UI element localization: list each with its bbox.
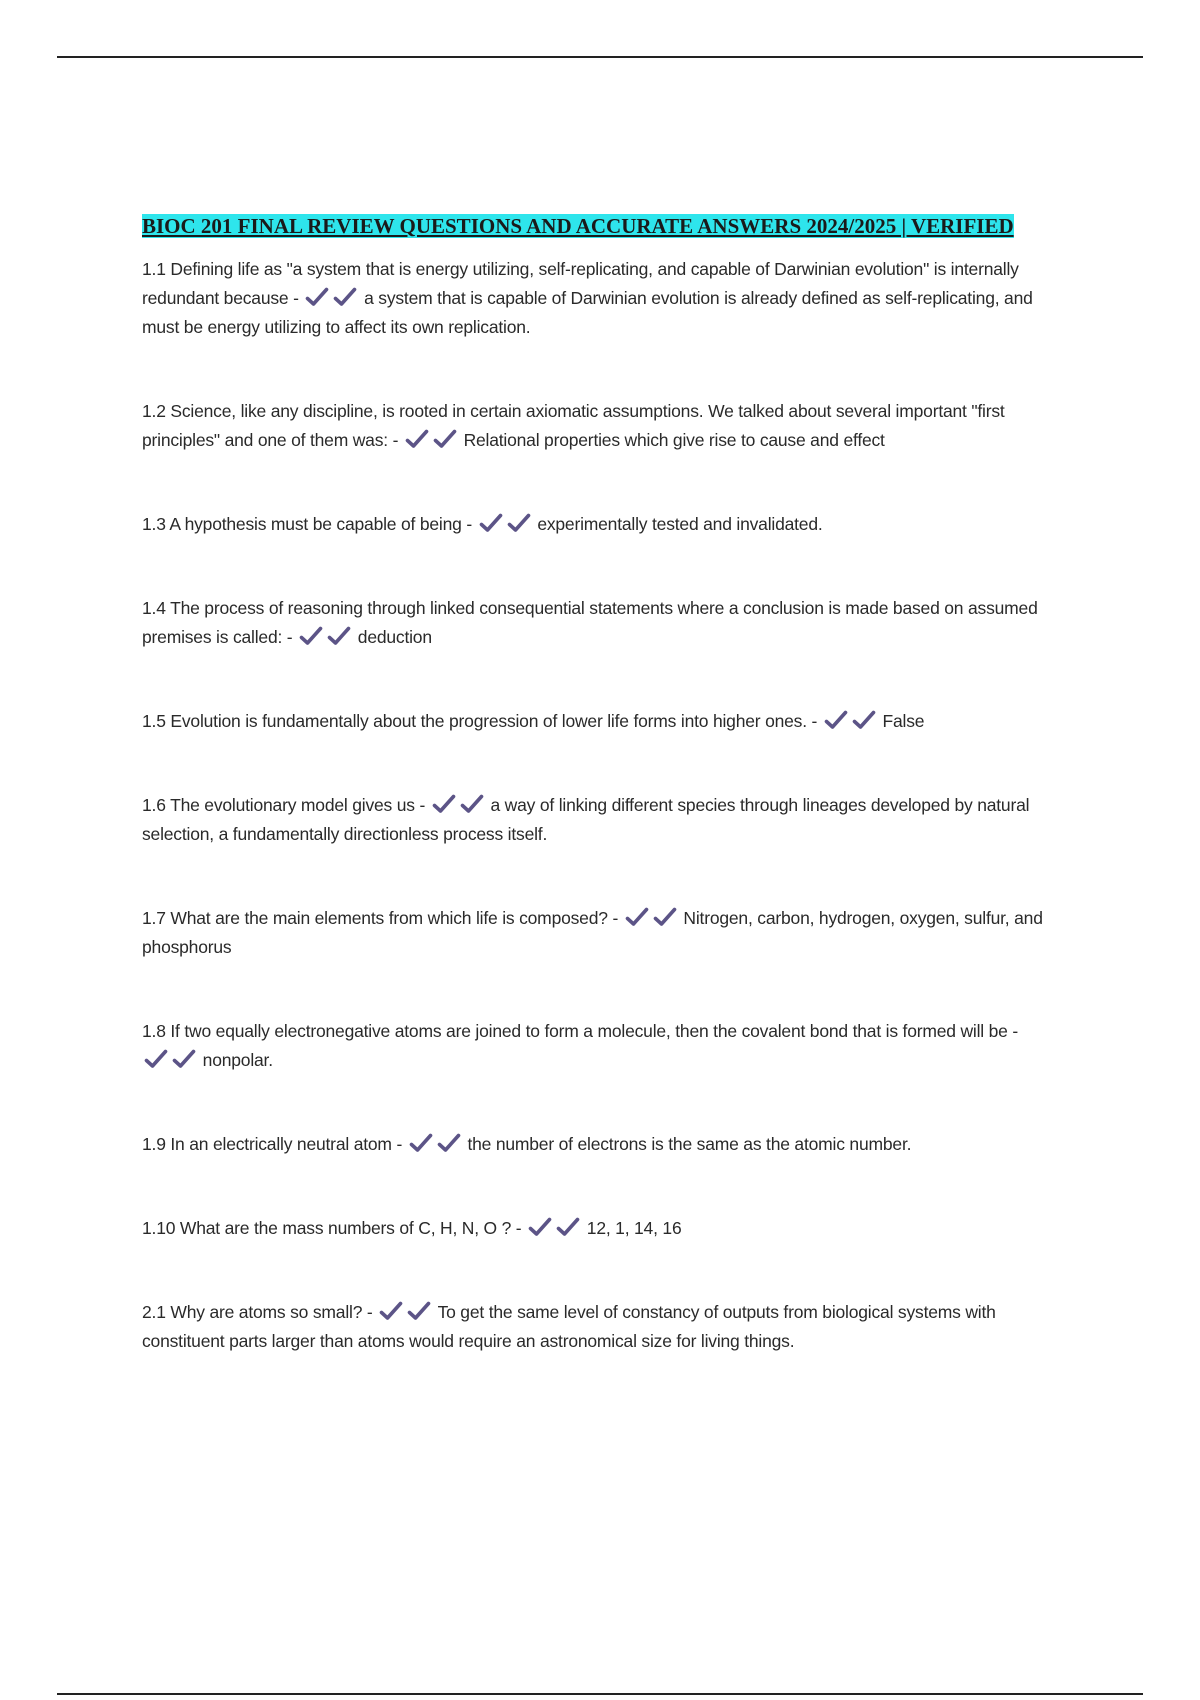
document-body [142, 212, 1072, 1356]
double-check [409, 1133, 461, 1153]
check-icon [327, 626, 351, 646]
double-check [625, 907, 677, 927]
answer-text: a way of linking different species through lineages developed by natural selection, a fundamentally directionless process itself. [142, 795, 1030, 844]
question-text: 1.8 If two equally electronegative atoms are joined to form a molecule, then the covalent bond that is formed will be - [142, 1021, 1018, 1041]
question-text: 1.3 A hypothesis must be capable of being - [142, 514, 472, 534]
check-icon [407, 1301, 431, 1321]
answer-text: nonpolar. [202, 1050, 273, 1070]
question-text: 1.2 Science, like any discipline, is rooted in certain axiomatic assumptions. We talked about several important "first principles" and one of them was: - [142, 401, 1005, 450]
double-check [405, 429, 457, 449]
double-check [299, 626, 351, 646]
qa-item [142, 1214, 1072, 1243]
check-icon [299, 626, 323, 646]
answer-text: a system that is capable of Darwinian evolution is already defined as self-replicating, and must be energy utilizing to affect its own replication. [142, 288, 1033, 337]
qa-item [142, 1130, 1072, 1159]
answer-text: Relational properties which give rise to cause and effect [463, 430, 885, 450]
check-icon [625, 907, 649, 927]
answer-text: To get the same level of constancy of outputs from biological systems with constituent parts larger than atoms would require an astronomical size for living things. [142, 1302, 996, 1351]
qa-item [142, 594, 1072, 652]
check-icon [172, 1049, 196, 1069]
check-icon [433, 429, 457, 449]
check-icon [409, 1133, 433, 1153]
double-check [144, 1049, 196, 1069]
check-icon [507, 513, 531, 533]
question-text: 1.10 What are the mass numbers of C, H, N, O ? - [142, 1218, 522, 1238]
qa-item [142, 1298, 1072, 1356]
question-text: 1.9 In an electrically neutral atom - [142, 1134, 403, 1154]
check-icon [144, 1049, 168, 1069]
qa-item [142, 255, 1072, 342]
check-icon [437, 1133, 461, 1153]
bottom-rule [57, 1693, 1143, 1695]
answer-text: experimentally tested and invalidated. [537, 514, 823, 534]
question-text: 1.1 Defining life as "a system that is energy utilizing, self-replicating, and capable of Darwinian evolution" is internally redundant because - [142, 259, 1019, 308]
check-icon [824, 710, 848, 730]
question-text: 1.6 The evolutionary model gives us - [142, 795, 426, 815]
check-icon [852, 710, 876, 730]
answer-text: False [882, 711, 925, 731]
check-icon [653, 907, 677, 927]
question-text: 1.4 The process of reasoning through linked consequential statements where a conclusion is made based on assumed premises is called: - [142, 598, 1038, 647]
answer-text: the number of electrons is the same as the atomic number. [467, 1134, 912, 1154]
check-icon [479, 513, 503, 533]
double-check [379, 1301, 431, 1321]
question-text: 1.5 Evolution is fundamentally about the progression of lower life forms into higher ones. - [142, 711, 818, 731]
qa-item [142, 1017, 1072, 1075]
answer-text: 12, 1, 14, 16 [586, 1218, 682, 1238]
check-icon [379, 1301, 403, 1321]
qa-item [142, 707, 1072, 736]
question-text: 2.1 Why are atoms so small? - [142, 1302, 373, 1322]
double-check [432, 794, 484, 814]
check-icon [432, 794, 456, 814]
check-icon [556, 1217, 580, 1237]
question-text: 1.7 What are the main elements from which life is composed? - [142, 908, 619, 928]
double-check [824, 710, 876, 730]
top-rule [57, 56, 1143, 58]
check-icon [460, 794, 484, 814]
double-check [479, 513, 531, 533]
answer-text: Nitrogen, carbon, hydrogen, oxygen, sulfur, and phosphorus [142, 908, 1043, 957]
check-icon [528, 1217, 552, 1237]
double-check [528, 1217, 580, 1237]
double-check [305, 287, 357, 307]
check-icon [333, 287, 357, 307]
qa-item [142, 904, 1072, 962]
check-icon [405, 429, 429, 449]
document-title: BIOC 201 FINAL REVIEW QUESTIONS AND ACCURATE ANSWERS 2024/2025 | VERIFIED [142, 214, 1014, 238]
answer-text: deduction [357, 627, 432, 647]
check-icon [305, 287, 329, 307]
qa-item [142, 791, 1072, 849]
qa-item [142, 397, 1072, 455]
qa-item [142, 510, 1072, 539]
